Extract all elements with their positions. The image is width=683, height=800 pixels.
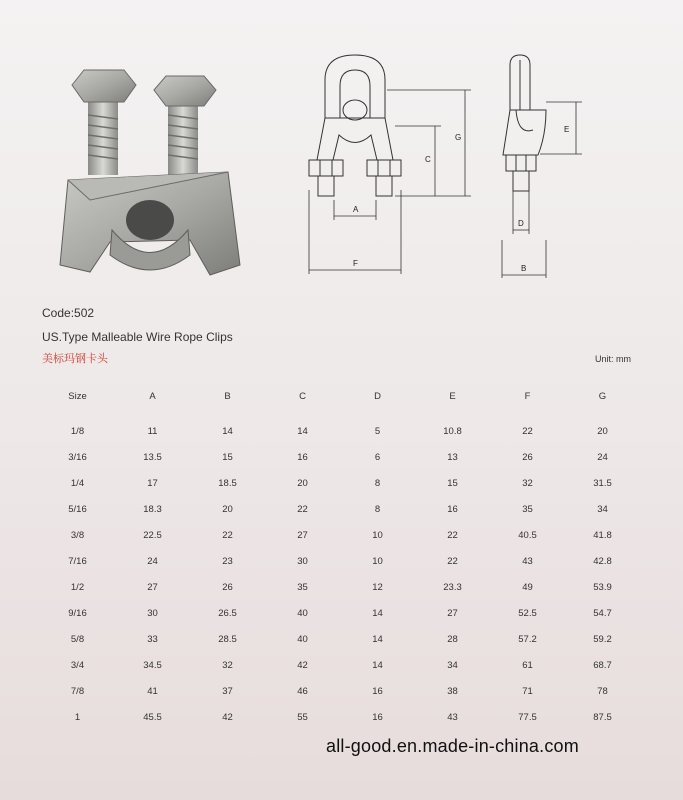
value-cell: 16 [447, 503, 458, 515]
value-cell: 87.5 [593, 711, 612, 723]
value-cell: 16 [297, 451, 308, 463]
value-cell: 46 [297, 685, 308, 697]
header-g: G [598, 390, 607, 402]
table-row [40, 574, 640, 600]
product-code: Code:502 [42, 306, 95, 320]
value-cell: 20 [597, 425, 608, 437]
value-cell: 27 [147, 581, 158, 593]
value-cell: 42 [297, 659, 308, 671]
value-cell: 42 [222, 711, 233, 723]
product-title-chinese: 美标玛钢卡头 [42, 353, 108, 365]
value-cell: 10 [372, 529, 383, 541]
specification-table [40, 388, 640, 730]
value-cell: 22 [222, 529, 233, 541]
value-cell: 34 [447, 659, 458, 671]
table-header-row [40, 388, 640, 404]
unit-label: Unit: mm [595, 354, 631, 364]
dim-label-f: F [353, 259, 358, 268]
value-cell: 20 [222, 503, 233, 515]
value-cell: 11 [147, 425, 158, 437]
value-cell: 13 [447, 451, 458, 463]
value-cell: 27 [297, 529, 308, 541]
size-cell: 5/8 [70, 633, 85, 645]
size-cell: 1/8 [70, 425, 85, 437]
value-cell: 26 [222, 581, 233, 593]
table-row [40, 522, 640, 548]
value-cell: 22 [447, 529, 458, 541]
value-cell: 8 [374, 503, 381, 515]
value-cell: 6 [374, 451, 381, 463]
product-photo [50, 60, 250, 285]
value-cell: 57.2 [518, 633, 537, 645]
side-view-drawing [488, 40, 598, 280]
value-cell: 5 [374, 425, 381, 437]
dim-label-d: D [518, 219, 524, 228]
value-cell: 40 [297, 607, 308, 619]
value-cell: 45.5 [143, 711, 162, 723]
table-row [40, 470, 640, 496]
value-cell: 37 [222, 685, 233, 697]
value-cell: 8 [374, 477, 381, 489]
header-d: D [374, 390, 381, 402]
value-cell: 24 [147, 555, 158, 567]
value-cell: 23.3 [443, 581, 462, 593]
value-cell: 42.8 [593, 555, 612, 567]
value-cell: 78 [597, 685, 608, 697]
value-cell: 40 [297, 633, 308, 645]
value-cell: 34 [597, 503, 608, 515]
value-cell: 22 [297, 503, 308, 515]
value-cell: 14 [297, 425, 308, 437]
size-cell: 3/16 [68, 451, 87, 463]
value-cell: 15 [222, 451, 233, 463]
value-cell: 40.5 [518, 529, 537, 541]
value-cell: 17 [147, 477, 158, 489]
value-cell: 38 [447, 685, 458, 697]
value-cell: 20 [297, 477, 308, 489]
table-row [40, 678, 640, 704]
value-cell: 43 [447, 711, 458, 723]
value-cell: 54.7 [593, 607, 612, 619]
value-cell: 41 [147, 685, 158, 697]
header-f: F [524, 390, 531, 402]
value-cell: 22 [522, 425, 533, 437]
value-cell: 22 [447, 555, 458, 567]
value-cell: 49 [522, 581, 533, 593]
size-cell: 5/16 [68, 503, 87, 515]
size-cell: 3/4 [70, 659, 85, 671]
value-cell: 28 [447, 633, 458, 645]
size-cell: 1/4 [70, 477, 85, 489]
value-cell: 18.3 [143, 503, 162, 515]
value-cell: 14 [372, 633, 383, 645]
value-cell: 16 [372, 711, 383, 723]
value-cell: 24 [597, 451, 608, 463]
value-cell: 14 [372, 607, 383, 619]
header-b: B [224, 390, 231, 402]
value-cell: 68.7 [593, 659, 612, 671]
value-cell: 30 [297, 555, 308, 567]
value-cell: 61 [522, 659, 533, 671]
watermark-url: all-good.en.made-in-china.com [326, 736, 579, 756]
value-cell: 16 [372, 685, 383, 697]
value-cell: 13.5 [143, 451, 162, 463]
size-cell: 3/8 [70, 529, 85, 541]
table-row [40, 626, 640, 652]
size-cell: 1/2 [70, 581, 85, 593]
value-cell: 14 [222, 425, 233, 437]
value-cell: 32 [522, 477, 533, 489]
value-cell: 35 [522, 503, 533, 515]
value-cell: 35 [297, 581, 308, 593]
value-cell: 30 [147, 607, 158, 619]
table-row [40, 548, 640, 574]
table-body [40, 418, 640, 730]
front-view-drawing [295, 40, 485, 280]
value-cell: 10.8 [443, 425, 462, 437]
value-cell: 23 [222, 555, 233, 567]
size-cell: 9/16 [68, 607, 87, 619]
value-cell: 52.5 [518, 607, 537, 619]
value-cell: 34.5 [143, 659, 162, 671]
value-cell: 71 [522, 685, 533, 697]
dim-label-a: A [353, 205, 359, 214]
value-cell: 15 [447, 477, 458, 489]
value-cell: 28.5 [218, 633, 237, 645]
table-row [40, 652, 640, 678]
value-cell: 41.8 [593, 529, 612, 541]
table-row [40, 704, 640, 730]
table-row [40, 418, 640, 444]
product-title: US.Type Malleable Wire Rope Clips [42, 330, 233, 344]
size-cell: 7/8 [70, 685, 85, 697]
table-row [40, 444, 640, 470]
size-cell: 7/16 [68, 555, 87, 567]
value-cell: 31.5 [593, 477, 612, 489]
header-a: A [149, 390, 156, 402]
dim-label-c: C [425, 155, 431, 164]
table-row [40, 496, 640, 522]
table-row [40, 600, 640, 626]
value-cell: 18.5 [218, 477, 237, 489]
header-c: C [299, 390, 306, 402]
value-cell: 43 [522, 555, 533, 567]
dim-label-g: G [455, 133, 462, 142]
value-cell: 53.9 [593, 581, 612, 593]
value-cell: 26.5 [218, 607, 237, 619]
value-cell: 77.5 [518, 711, 537, 723]
header-e: E [449, 390, 456, 402]
value-cell: 26 [522, 451, 533, 463]
value-cell: 55 [297, 711, 308, 723]
value-cell: 33 [147, 633, 158, 645]
value-cell: 14 [372, 659, 383, 671]
value-cell: 10 [372, 555, 383, 567]
value-cell: 12 [372, 581, 383, 593]
dim-label-e: E [564, 125, 570, 134]
value-cell: 27 [447, 607, 458, 619]
value-cell: 22.5 [143, 529, 162, 541]
value-cell: 32 [222, 659, 233, 671]
dim-label-b: B [521, 264, 527, 273]
value-cell: 59.2 [593, 633, 612, 645]
size-cell: 1 [74, 711, 81, 723]
header-size: Size [68, 390, 87, 402]
